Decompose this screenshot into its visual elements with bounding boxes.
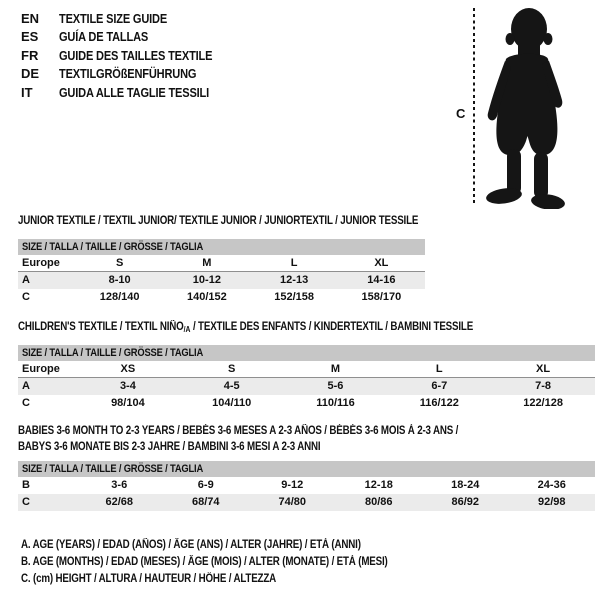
legend-footnotes: [21, 537, 452, 589]
table-row: [18, 255, 425, 272]
table-cell: 12-18: [364, 479, 393, 491]
babies-size-table: [18, 461, 595, 511]
table-cell: 8-10: [108, 274, 131, 286]
table-cell: XL: [374, 257, 389, 269]
table-cell: 3-6: [111, 479, 128, 491]
row-label-cell: B: [22, 479, 30, 491]
row-label-cell: A: [22, 380, 30, 392]
table-row: [18, 477, 595, 494]
table-cell: 18-24: [451, 479, 480, 491]
table-cell: 104/110: [212, 397, 252, 409]
table-cell: 5-6: [327, 380, 344, 392]
language-code: IT: [21, 84, 33, 100]
language-code: ES: [21, 29, 39, 45]
language-title: GUÍA DE TALLAS: [59, 29, 149, 45]
table-cell: XS: [120, 363, 136, 375]
table-body: [18, 477, 595, 511]
table-cell: 98/104: [111, 397, 145, 409]
language-title: GUIDA ALLE TAGLIE TESSILI: [59, 84, 210, 100]
table-cell: M: [330, 363, 341, 375]
language-row: [21, 47, 239, 65]
language-code: EN: [21, 11, 40, 26]
size-header-bar: SIZE / TALLA / TAILLE / GRÖSSE / TAGLIA: [18, 345, 595, 361]
table-cell: 6-9: [197, 479, 214, 491]
language-row: [21, 84, 239, 102]
row-label-cell: C: [22, 397, 30, 409]
table-cell: 7-8: [535, 380, 552, 392]
footnote-a: A. AGE (YEARS) / EDAD (AÑOS) / ÂGE (ANS) / ALTER (JAHRE) / ETÀ (ANNI): [21, 539, 361, 551]
language-row: [21, 10, 239, 28]
row-label-cell: Europe: [22, 363, 60, 375]
row-label-cell: Europe: [22, 257, 60, 269]
table-cell: L: [290, 257, 298, 269]
table-cell: 4-5: [223, 380, 240, 392]
table-row: [18, 395, 595, 412]
table-cell: 14-16: [367, 274, 396, 286]
table-row: [18, 361, 595, 378]
table-cell: 80/86: [364, 496, 393, 508]
table-cell: 10-12: [192, 274, 221, 286]
language-code: FR: [21, 47, 39, 63]
table-cell: 12-13: [280, 274, 309, 286]
junior-section-title: JUNIOR TEXTILE / TEXTIL JUNIOR/ TEXTILE JUNIOR / JUNIORTEXTIL / JUNIOR TESSILE: [18, 215, 419, 227]
language-row: [21, 65, 239, 83]
height-measure-label: C: [456, 106, 466, 121]
footnote-b: B. AGE (MONTHS) / EDAD (MESES) / ÂGE (MOIS) / ALTER (MONATE) / ETÀ (MESI): [21, 556, 388, 569]
table-body: [18, 255, 425, 306]
table-cell: 6-7: [431, 380, 448, 392]
table-row: [18, 289, 425, 306]
table-cell: S: [115, 257, 124, 269]
table-cell: 158/170: [361, 291, 402, 303]
table-cell: S: [228, 363, 236, 375]
language-title: TEXTILGRÖßENFÜHRUNG: [59, 66, 197, 82]
table-cell: 122/128: [523, 397, 563, 409]
table-cell: 116/122: [419, 397, 459, 409]
table-cell: 24-36: [537, 479, 566, 491]
toddler-silhouette-image: [482, 3, 572, 209]
table-cell: 86/92: [451, 496, 480, 508]
table-cell: M: [202, 257, 212, 269]
junior-size-table: [18, 239, 425, 306]
size-header-bar: SIZE / TALLA / TAILLE / GRÖSSE / TAGLIA: [18, 239, 425, 255]
size-header-bar: SIZE / TALLA / TAILLE / GRÖSSE / TAGLIA: [18, 461, 595, 477]
table-cell: L: [435, 363, 443, 375]
table-cell: 74/80: [278, 496, 307, 508]
babies-section-title: BABIES 3-6 MONTH TO 2-3 YEARS / BEBÉS 3-6 MESES A 2-3 AÑOS / BÉBÉS 3-6 MOIS À 2-3 ANS / BABYS 3-6 MONATE BIS 2-3 JAHRE / BAMBINI 3-6 MESI A 2-3 ANNI: [18, 425, 459, 453]
children-size-table: [18, 345, 595, 412]
language-title-list: [21, 10, 239, 102]
table-cell: 9-12: [281, 479, 304, 491]
footnote-c: C. (cm) HEIGHT / ALTURA / HAUTEUR / HÖHE / ALTEZZA: [21, 573, 277, 586]
table-cell: 3-4: [119, 380, 136, 392]
row-label-cell: C: [22, 496, 30, 508]
table-cell: 92/98: [537, 496, 566, 508]
table-cell: 128/140: [99, 291, 140, 303]
height-measure-dashed-line: [473, 8, 475, 206]
language-row: [21, 28, 239, 46]
table-cell: 68/74: [191, 496, 220, 508]
table-cell: XL: [536, 363, 551, 375]
row-label-cell: A: [22, 274, 30, 286]
table-row: [18, 494, 595, 511]
children-section-title: CHILDREN'S TEXTILE / TEXTIL $NIÑO_{/A}$ / TEXTILE DES ENFANTS / KINDERTEXTIL / BAMBINI TESSILE: [18, 321, 474, 334]
table-cell: 140/152: [186, 291, 227, 303]
language-title: GUIDE DES TAILLES TEXTILE: [59, 47, 213, 63]
table-row: [18, 272, 425, 289]
language-code: DE: [21, 66, 40, 82]
language-title: TEXTILE SIZE GUIDE: [59, 11, 168, 26]
table-cell: 152/158: [274, 291, 314, 303]
table-cell: 110/116: [316, 397, 355, 409]
subscript-text: /A: [183, 325, 191, 334]
table-body: [18, 361, 595, 412]
table-cell: 62/68: [105, 496, 134, 508]
row-label-cell: C: [22, 291, 30, 303]
table-row: [18, 378, 595, 395]
